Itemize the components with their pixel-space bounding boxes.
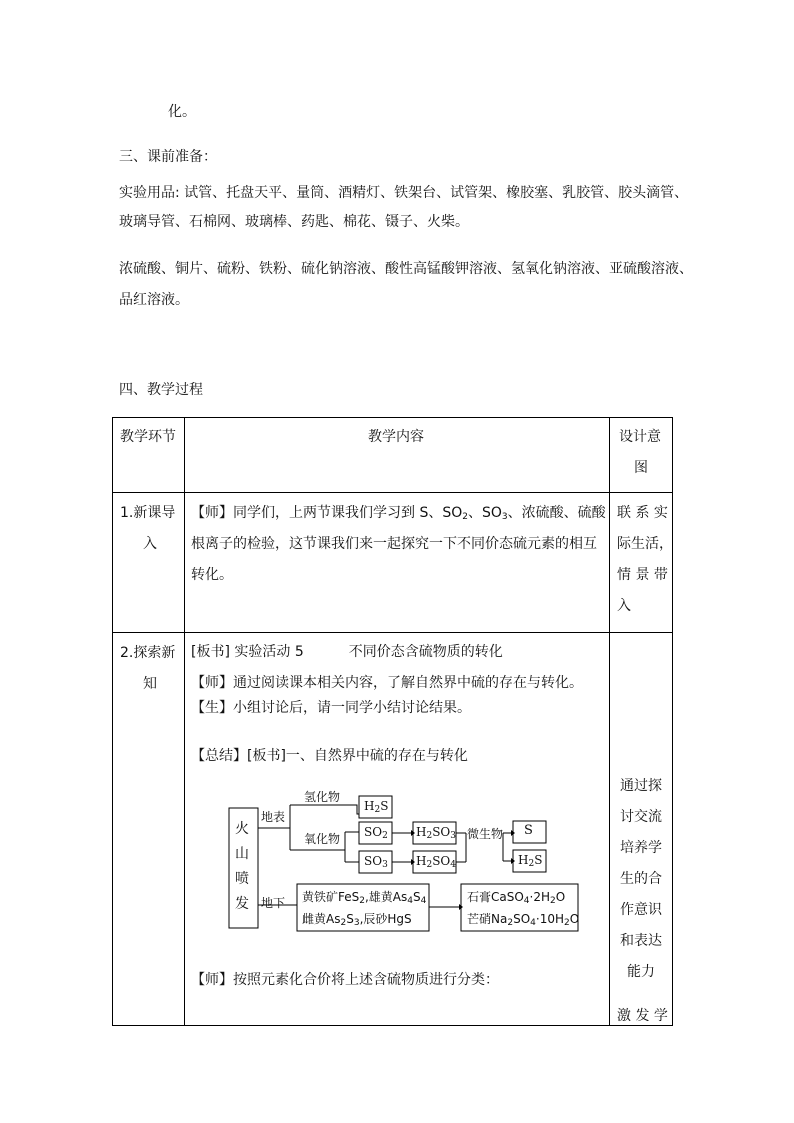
salt-line-2: 芒硝$Na_2SO_4\cdot 10H_2O$: [467, 912, 580, 928]
equipment-line-1: 实验用品: 试管、托盘天平、量筒、酒精灯、铁架台、试管架、橡胶塞、乳胶管、胶头滴管、: [119, 185, 689, 201]
row2-stage-2: 知: [143, 676, 157, 692]
row2-intent-2: 讨交流: [620, 809, 662, 825]
row2-intent-1: 通过探: [620, 778, 662, 794]
table-border-left: [112, 417, 113, 1026]
row1-content-line-2: 根离子的检验，这节课我们来一起探究一下不同价态硫元素的相互: [191, 536, 597, 552]
row2-stage-1: 2.探索新: [120, 645, 176, 661]
row2-student-1: 【生】小组讨论后，请一同学小结讨论结果。: [191, 700, 471, 716]
h2so3-label: $H_2SO_3$: [416, 825, 456, 841]
row2-intent-6: 和表达: [620, 933, 662, 949]
table-border-bottom: [112, 1025, 673, 1026]
row1-stage-1: 1.新课导: [120, 505, 176, 521]
table-divider-1: [184, 417, 185, 1026]
so3-label: $SO_3$: [364, 854, 388, 870]
so2-label: $SO_2$: [364, 825, 388, 841]
row2-intent-4: 生的合: [620, 871, 662, 887]
underground-label: 地下: [261, 896, 286, 910]
row1-intent-1: 联 系 实: [617, 505, 668, 521]
table-border-row2: [112, 632, 673, 633]
volcano-char-2: 山: [235, 846, 249, 862]
row2-intent-9: 激 发 学: [617, 1008, 668, 1024]
salt-line-1: 石膏$CaSO_4\cdot 2H_2O$: [467, 890, 566, 906]
row2-teacher-2: 【师】按照元素化合价将上述含硫物质进行分类：: [191, 972, 499, 988]
row1-content-line-1: 【师】同学们，上两节课我们学习到 S、$SO_2$、$SO_3$、浓硫酸、硫酸: [191, 505, 606, 522]
header-intent-1: 设计意: [619, 429, 661, 445]
intro-line: 化。: [168, 104, 196, 120]
row1-stage-2: 入: [143, 536, 157, 552]
table-divider-2: [609, 417, 610, 1026]
row2-summary: 【总结】[板书]一、自然界中硫的存在与转化: [191, 748, 468, 764]
header-content: 教学内容: [368, 429, 424, 445]
h2s-label-1: $H_2S$: [364, 799, 389, 815]
h2s-label-2: $H_2S$: [518, 853, 543, 869]
volcano-char-1: 火: [235, 821, 249, 837]
header-stage: 教学环节: [120, 429, 176, 445]
header-intent-2: 图: [634, 460, 648, 476]
row2-board-1: [板书] 实验活动 5 不同价态含硫物质的转化: [191, 644, 503, 660]
s-label: S: [524, 823, 533, 838]
reagents-line-1: 浓硫酸、铜片、硫粉、铁粉、硫化钠溶液、酸性高锰酸钾溶液、氢氧化钠溶液、亚硫酸溶液、: [119, 261, 693, 277]
equipment-line-2: 玻璃导管、石棉网、玻璃棒、药匙、棉花、镊子、火柴。: [119, 214, 469, 230]
row2-teacher-1: 【师】通过阅读课本相关内容，了解自然界中硫的存在与转化。: [191, 675, 583, 691]
row2-intent-3: 培养学: [620, 840, 662, 856]
section3-heading: 三、课前准备：: [119, 149, 217, 165]
reagents-line-2: 品红溶液。: [119, 292, 189, 308]
row1-content-line-3: 转化。: [191, 567, 233, 583]
hydride-label: 氢化物: [304, 790, 341, 804]
h2so4-label: $H_2SO_4$: [416, 854, 456, 870]
table-border-right: [672, 417, 673, 1026]
section4-heading: 四、教学过程: [119, 382, 203, 398]
microbe-label: 微生物: [467, 827, 504, 841]
table-border-top: [112, 417, 673, 418]
volcano-char-4: 发: [235, 896, 249, 912]
table-border-row1: [112, 492, 673, 493]
volcano-char-3: 喷: [235, 871, 249, 887]
ore-line-2: 雌黄$As_2S_3$,辰砂HgS: [302, 912, 412, 928]
row1-intent-4: 入: [617, 598, 631, 614]
row2-intent-7: 能力: [627, 964, 655, 980]
row1-intent-3: 情 景 带: [617, 567, 668, 583]
row2-intent-5: 作意识: [620, 902, 662, 918]
row1-intent-2: 际生活，: [617, 536, 673, 552]
surface-label: 地表: [261, 810, 286, 824]
ore-line-1: 黄铁矿FeS$_2$,雄黄$As_4S_4$: [302, 890, 427, 906]
oxide-label: 氧化物: [304, 832, 341, 846]
